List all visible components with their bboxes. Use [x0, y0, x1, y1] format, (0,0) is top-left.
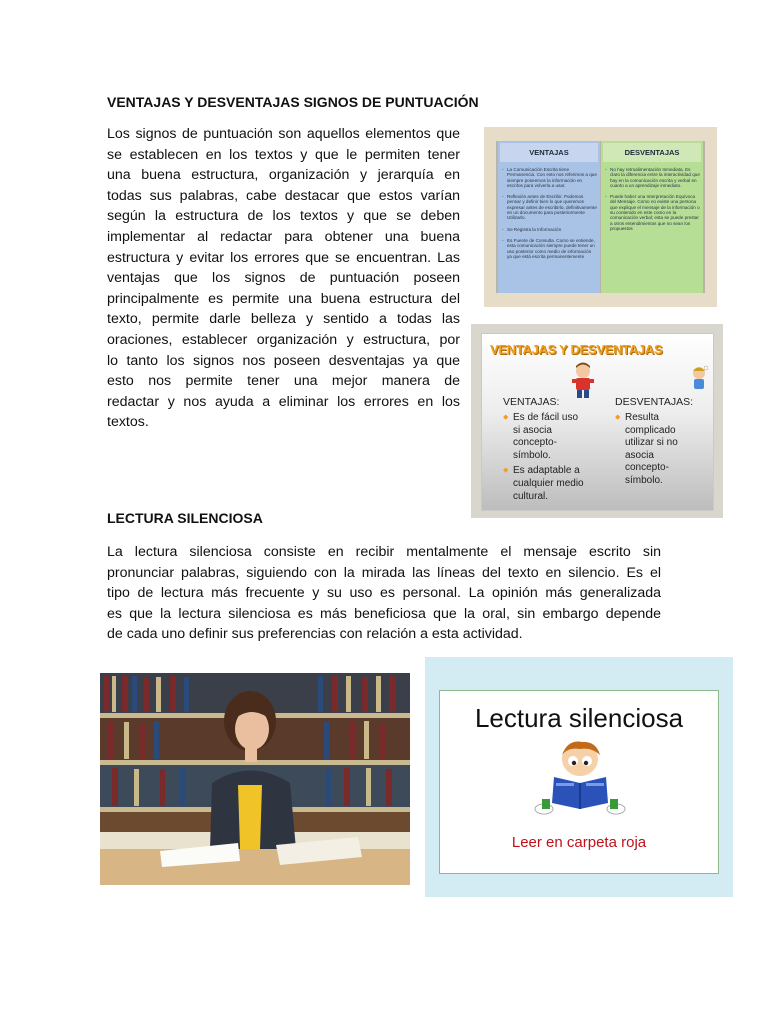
cartoon-boy-icon	[568, 362, 598, 400]
cartoon-thinking-icon	[688, 364, 710, 394]
desventajas-header: DESVENTAJAS	[603, 143, 701, 162]
card	[439, 690, 719, 874]
text-line: es que la lectura silenciosa es más beneficiosa que la oral, sin embargo depende	[107, 605, 661, 622]
desventajas-items	[605, 167, 700, 237]
ventajas-item: • Es Fuente de Consulta. Como se entiende, esta comunicación siempre puede tener un uso posterior como medio de información ya que está escrita permanentemente	[502, 238, 597, 259]
text-line: estructura y evitar los errores que se encuentran. Las	[107, 249, 460, 266]
table-frame	[496, 141, 705, 293]
bullet-line: si asocia	[513, 424, 552, 436]
slide-desventajas-header: DESVENTAJAS:	[615, 396, 693, 408]
text-line: lo tanto los signos nos poseen desventajas ya que	[107, 352, 460, 369]
ventajas-desventajas-slide-image	[471, 324, 723, 518]
text-line: se establecen en los textos y que le permiten tener	[107, 146, 460, 163]
bullet-line: cultural.	[513, 490, 549, 502]
ventajas-column	[498, 141, 600, 293]
slide-ventajas-header: VENTAJAS:	[503, 396, 560, 408]
section-heading-lectura: LECTURA SILENCIOSA	[107, 510, 263, 526]
bullet-line: utilizar si no	[625, 437, 678, 449]
text-line: pronunciar palabras, siguiendo con la mirada las líneas del texto en silencio. Es el	[107, 564, 661, 581]
bullet-line: ◆ Resulta	[625, 412, 659, 423]
ventajas-header: VENTAJAS	[500, 143, 598, 162]
text-line: una buena estructura, organización y jerarquía en	[107, 167, 460, 184]
text-line: oraciones, establecer organización y estructura, por	[107, 331, 460, 348]
bullet-line: ◆ Es de fácil uso	[513, 412, 579, 423]
desventajas-item: • No hay retroalimentación Inmediata. Es claro la diferencia entre la interactividad que hay en la comunicación escrita y verbal en cuanto a un aprendizaje inmediato.	[605, 167, 700, 188]
bullet-line: símbolo.	[513, 449, 551, 461]
card-subtitle: Leer en carpeta roja	[511, 834, 647, 851]
slide-desventajas-list	[615, 412, 678, 488]
text-line: según la estructura de los textos y que se deben	[107, 208, 460, 225]
slide-ventajas-bullet	[503, 465, 584, 503]
text-line: de cada uno definir sus preferencias con relación a esta actividad.	[107, 626, 523, 643]
bullet-line: concepto-	[513, 437, 557, 449]
bullet-line: concepto-	[625, 462, 669, 474]
library-scene-illustration	[100, 673, 410, 885]
text-line: principalmente es permite una buena estructura del	[107, 290, 460, 307]
slide-ventajas-bullet	[503, 412, 584, 462]
slide-ventajas-list	[503, 412, 584, 503]
text-line: La lectura silenciosa consiste en recibir mentalmente el mensaje escrito sin	[107, 544, 661, 560]
text-line: ventajas que los signos de puntuación poseen	[107, 270, 460, 287]
paragraph-signos-puntuacion	[107, 124, 460, 433]
text-line: textos.	[107, 414, 149, 431]
bullet-line: ◆ Es adaptable a	[513, 465, 580, 477]
text-line: redactar y nos ayuda a eliminar los errores en los	[107, 393, 460, 410]
bullet-line: complicado	[625, 424, 676, 436]
text-line: esto nos permite tener una mejor manera de	[107, 373, 460, 390]
lectura-silenciosa-card-image	[425, 657, 733, 897]
slide	[482, 334, 713, 510]
text-line: texto, permite darle belleza y sentido a todas las	[107, 311, 460, 328]
slide-title: VENTAJAS Y DESVENTAJAS	[490, 342, 663, 357]
table-surface	[100, 849, 410, 885]
bullet-line: cualquier medio	[513, 477, 584, 489]
desventajas-column	[601, 141, 703, 293]
text-line: todas sus palabras, cabe destacar que estos varían	[107, 187, 460, 204]
bullet-line: asocia	[625, 449, 654, 461]
ventajas-item: • La Comunicación Escrita tiene Permanencia. Con esto nos referimos a que siempre poseemos la información en escritos para volverla a usar.	[502, 167, 597, 188]
card-title: Lectura silenciosa	[474, 703, 684, 733]
text-line: Los signos de puntuación son aquellos elementos que	[107, 126, 460, 142]
bullet-line: símbolo.	[625, 474, 663, 486]
child-reading-icon	[534, 739, 626, 823]
section-heading-ventajas: VENTAJAS Y DESVENTAJAS SIGNOS DE PUNTUACIÓN	[107, 94, 479, 110]
ventajas-item: • Reflexión antes de Escribir. Podemos pensar y definir bien lo que queremos expresar antes de escribirlo, definitivamente en un documento para posteriormente Utilizarlo.	[502, 194, 597, 220]
slide-desventajas-bullet	[615, 412, 678, 488]
ventajas-desventajas-table-image	[484, 127, 717, 307]
text-line: tipo de lectura más frecuente y su uso es personal. La opinión más generalizada	[107, 585, 661, 602]
ventajas-item: • Se Registra la Información	[502, 227, 597, 232]
student-reading-photo	[100, 673, 410, 885]
paragraph-lectura-silenciosa	[107, 542, 661, 645]
text-line: implementar al redactar para obtener una buena	[107, 228, 460, 245]
desventajas-item: • Puede haber una Interpretación Equívoca del Mensaje. Como no existe una persona que explique el mensaje de la información o su contenido en este como en la comunicación verbal; esta se puede prestar a otros entendimientos que no sean los propuestos	[605, 194, 700, 231]
ventajas-items	[502, 167, 597, 265]
